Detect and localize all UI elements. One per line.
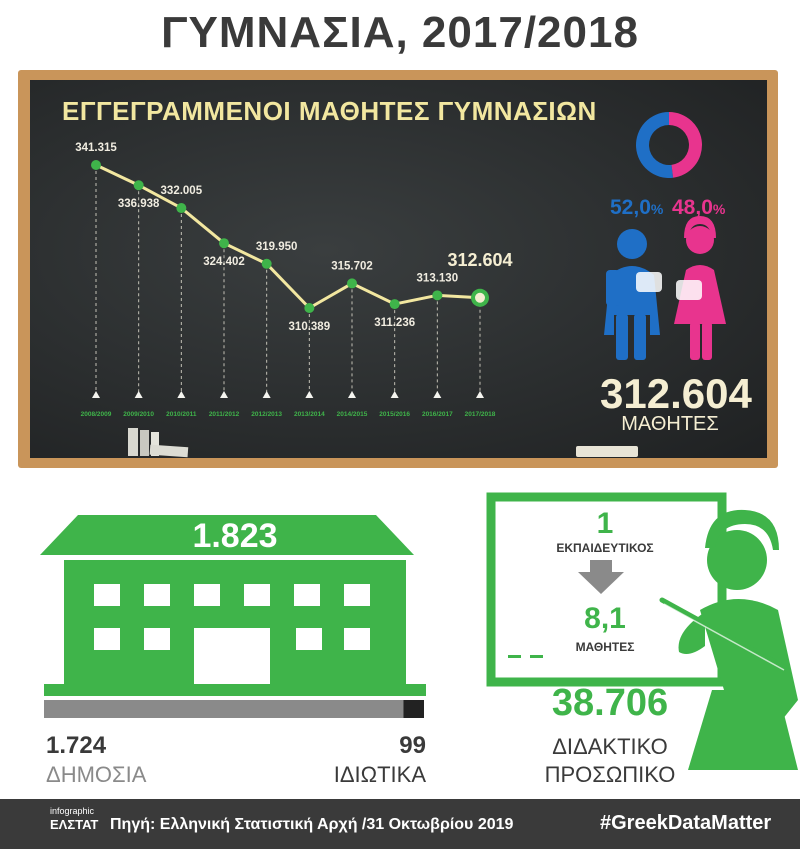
footer-logo-small: infographic xyxy=(50,806,95,816)
guide-arrow xyxy=(177,391,185,398)
teachers-total: 38.706 xyxy=(551,682,669,724)
x-tick-label: 2010/2011 xyxy=(166,411,197,418)
ratio-students-value: 8,1 xyxy=(584,602,626,635)
data-point xyxy=(262,259,272,269)
data-label: 312.604 xyxy=(447,249,513,270)
private-schools-label: ΙΔΙΩΤΙΚΑ xyxy=(333,762,426,787)
data-label: 336.938 xyxy=(117,198,160,211)
footer-source: Πηγή: Ελληνική Στατιστική Αρχή /31 Οκτωβρίου 2019 xyxy=(110,816,514,833)
teachers-label-line1: ΔΙΔΑΚΤΙΚΟ xyxy=(552,734,668,759)
chalk-piece xyxy=(576,446,638,457)
teacher-icon xyxy=(662,510,798,770)
data-point xyxy=(219,238,229,248)
data-label: 324.402 xyxy=(203,256,245,269)
private-schools-count: 99 xyxy=(399,732,426,759)
guide-arrow xyxy=(348,391,356,398)
arrow-down-icon xyxy=(578,560,624,594)
public-share-fill xyxy=(44,700,403,718)
footer-hashtag: #GreekDataMatter xyxy=(600,812,772,834)
total-students: 312.604 xyxy=(600,370,752,417)
guide-arrow xyxy=(263,391,271,398)
guide-arrow xyxy=(433,391,441,398)
girls-percentage: 48,0% xyxy=(672,196,726,219)
x-tick-label: 2014/2015 xyxy=(336,411,368,418)
public-schools-count: 1.724 xyxy=(46,732,107,759)
total-students-label: ΜΑΘΗΤΕΣ xyxy=(621,413,719,435)
data-point xyxy=(347,278,357,288)
x-tick-label: 2011/2012 xyxy=(208,411,240,418)
x-tick-label: 2009/2010 xyxy=(123,411,155,418)
guide-arrow xyxy=(476,391,484,398)
teachers-label-line2: ΠΡΟΣΩΠΙΚΟ xyxy=(544,762,676,787)
guide-arrow xyxy=(220,391,228,398)
data-point xyxy=(91,160,101,170)
x-tick-label: 2015/2016 xyxy=(379,411,411,418)
gender-donut xyxy=(636,112,702,178)
ratio-teacher-label: ΕΚΠΑΙΔΕΥΤΙΚΟΣ xyxy=(556,541,654,555)
data-point xyxy=(134,180,144,190)
ratio-students-label: ΜΑΘΗΤΕΣ xyxy=(575,640,635,654)
page-title: ΓΥΜΝΑΣΙΑ, 2017/2018 xyxy=(161,8,639,57)
x-tick-label: 2013/2014 xyxy=(293,411,325,418)
series-line xyxy=(96,165,480,308)
x-tick-label: 2008/2009 xyxy=(80,411,112,418)
data-label: 311.236 xyxy=(374,317,416,330)
boy-student-icon xyxy=(604,229,662,360)
chart-title: ΕΓΓΕΓΡΑΜΜΕΝΟΙ ΜΑΘΗΤΕΣ ΓΥΜΝΑΣΙΩΝ xyxy=(62,96,597,126)
x-tick-label: 2017/2018 xyxy=(464,411,496,418)
data-label: 332.005 xyxy=(160,185,203,198)
data-label: 319.950 xyxy=(255,240,298,253)
donut-girls-segment xyxy=(669,112,702,178)
guide-arrow xyxy=(305,391,313,398)
boys-percentage: 52,0% xyxy=(610,196,664,219)
guide-arrow xyxy=(92,391,100,398)
donut-boys-segment xyxy=(636,112,673,178)
data-label: 315.702 xyxy=(331,260,373,273)
data-point xyxy=(390,299,400,309)
books-icon xyxy=(128,428,188,457)
x-tick-label: 2016/2017 xyxy=(421,411,453,418)
data-label: 313.130 xyxy=(416,272,459,285)
public-schools-label: ΔΗΜΟΣΙΑ xyxy=(46,762,147,787)
data-point xyxy=(475,293,485,303)
data-point xyxy=(304,303,314,313)
guide-arrow xyxy=(391,391,399,398)
guide-arrow xyxy=(135,391,143,398)
data-label: 310.389 xyxy=(288,321,331,333)
footer-logo-big: ΕΛΣΤΑΤ xyxy=(50,817,99,832)
schools-total: 1.823 xyxy=(192,517,278,555)
data-point xyxy=(432,290,442,300)
data-point xyxy=(176,203,186,213)
ratio-teacher-value: 1 xyxy=(596,507,614,540)
x-tick-label: 2012/2013 xyxy=(251,411,283,418)
girl-student-icon xyxy=(674,216,726,360)
data-label: 341.315 xyxy=(75,142,117,154)
